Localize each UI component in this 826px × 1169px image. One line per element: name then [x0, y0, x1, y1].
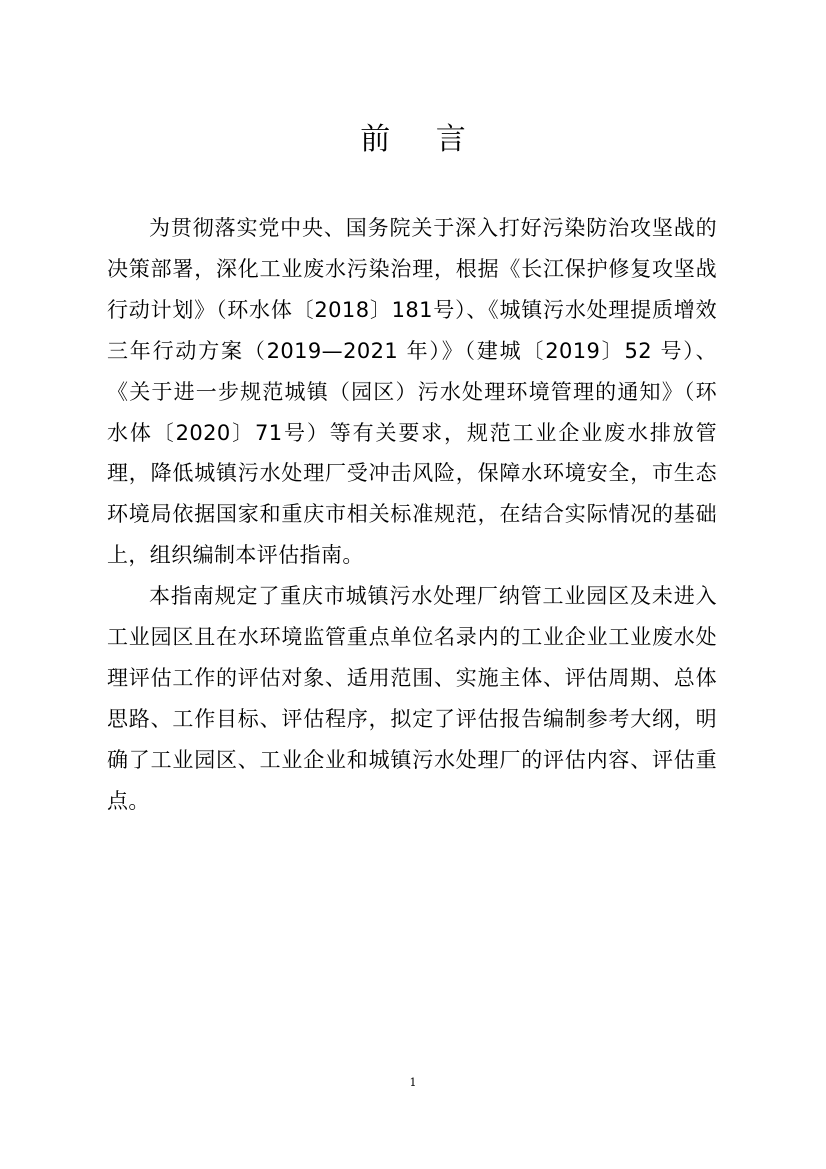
document-body: [107, 208, 717, 822]
paragraph-2: 本指南规定了重庆市城镇污水处理厂纳管工业园区及未进入工业园区且在水环境监管重点单位名录内的工业企业工业废水处理评估工作的评估对象、适用范围、实施主体、评估周期、总体思路、工作目标、评估程序，拟定了评估报告编制参考大纲，明确了工业园区、工业企业和城镇污水处理厂的评估内容、评估重点。: [107, 584, 717, 813]
page-title: 前 言: [360, 122, 484, 157]
page-number: 1: [409, 1076, 417, 1089]
paragraph-1: 为贯彻落实党中央、国务院关于深入打好污染防治攻坚战的决策部署，深化工业废水污染治理，根据《长江保护修复攻坚战行动计划》（环水体〔2018〕181号）、《城镇污水处理提质增效三年行动方案（2019—2021 年）》（建城〔2019〕52 号）、《关于进一步规范城镇（园区）污水处理环境管理的通知》（环水体〔2020〕71号）等有关要求，规范工业企业废水排放管理，降低城镇污水处理厂受冲击风险，保障水环境安全，市生态环境局依据国家和重庆市相关标准规范，在结合实际情况的基础上，组织编制本评估指南。: [107, 216, 717, 568]
